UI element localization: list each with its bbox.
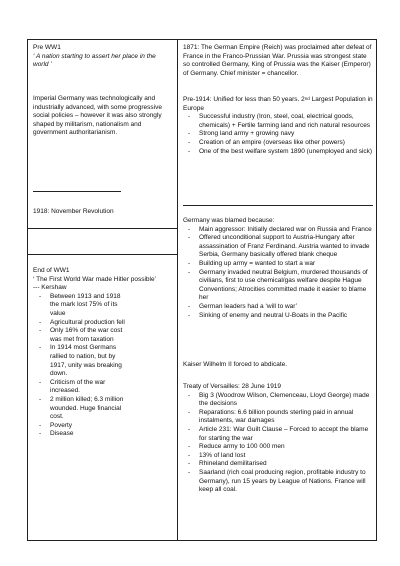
list-item: - Main aggressor: Initially declared war on Russia and France — [183, 226, 373, 235]
notes-table — [27, 39, 377, 541]
column-divider — [177, 40, 178, 540]
pre1914-intro — [183, 96, 373, 113]
revolution-section — [33, 208, 171, 217]
list-item: - Article 231: War Guilt Clause – Forced to accept the blame for starting the war — [183, 426, 373, 443]
end-ww1-heading: End of WW1 — [33, 267, 70, 274]
left-short-rule — [33, 191, 121, 192]
pre-ww1-heading: Pre WW1 — [33, 44, 61, 51]
end-ww1-quote: ‘ The First World War made Hitler possible’ — [33, 275, 157, 283]
empire-section — [183, 44, 373, 78]
pre1914-section — [183, 96, 373, 156]
list-item: - Poverty — [33, 422, 131, 431]
revolution-text: 1918: November Revolution — [33, 208, 114, 215]
right-rule — [183, 205, 373, 206]
list-item: - Between 1913 and 1918 the mark lost 75% of its value — [33, 293, 131, 319]
list-item: - Agricultural production fell — [33, 319, 131, 328]
blame-heading: Germany was blamed because: — [183, 217, 275, 224]
list-item: - Reduce army to 100 000 men — [183, 443, 373, 452]
list-item: - Reparations: 6.6 billion pounds sterling paid in annual instalments, war damages — [183, 409, 373, 426]
pre-ww1-quote: ‘ A nation starting to assert her place in the world ’ — [33, 52, 156, 69]
list-item: - Criticism of the war increased. — [33, 379, 131, 396]
kaiser-text: Kaiser Wilhelm II forced to abdicate. — [183, 361, 288, 368]
left-rule-1 — [28, 228, 177, 229]
pre1914-intro-sup: nd — [304, 96, 310, 101]
list-item: - Saarland (rich coal producing region, profitable industry to Germany), run 15 years by League of Nations. France will keep all coal. — [183, 469, 373, 495]
pre-ww1-section — [33, 44, 171, 70]
versailles-list — [183, 392, 373, 495]
empire-text: 1871: The German Empire (Reich) was proclaimed after defeat of France in the Franco-Prussian War. Prussia was strongest state so controlled Germany, King of Prussia was the Kaiser (Emperor) of Germany. Chief minister = chancellor. — [183, 44, 372, 77]
imperial-germany-summary: Imperial Germany was technologically and industrially advanced, with some progressive social policies – however it was also strongly shaped by militarism, nationalism and government authoritarianism. — [33, 95, 162, 137]
end-ww1-list — [33, 293, 131, 439]
list-item: - Offered unconditional support to Austria-Hungary after assassination of Franz Ferdinand. Austria wanted to invade Serbia, Germany basically offered blank cheque — [183, 234, 373, 260]
versailles-heading: Treaty of Versailles: 28 June 1919 — [183, 383, 282, 390]
blame-section — [183, 217, 373, 320]
end-ww1-attribution: --- Kershaw — [33, 284, 67, 292]
imperial-germany-section — [33, 95, 171, 138]
list-item: - German leaders had a ‘will to war’ — [183, 303, 373, 312]
list-item: - 2 million killed; 6.3 million wounded. Huge financial cost. — [33, 396, 131, 422]
list-item: - In 1914 most Germans rallied to nation, but by 1917, unity was breaking down. — [33, 344, 131, 378]
left-rule-2 — [28, 254, 177, 255]
list-item: - Creation of an empire (overseas like other powers) — [183, 139, 373, 148]
list-item: - Sinking of enemy and neutral U-Boats in the Pacific — [183, 312, 373, 321]
pre1914-intro-b: Largest Population in Europe — [183, 96, 373, 112]
list-item: - Building up army = wanted to start a war — [183, 260, 373, 269]
pre1914-list — [183, 113, 373, 156]
versailles-section — [183, 383, 373, 495]
end-ww1-section — [33, 267, 171, 439]
pre1914-intro-a: Pre-1914: Unified for less than 50 years. 2 — [183, 96, 305, 103]
list-item: - Successful industry (Iron, steel, coal, electrical goods, chemicals) + Fertile farming land and rich natural resources — [183, 113, 373, 130]
list-item: - Germany invaded neutral Belgium, murdered thousands of civilians, first to use chemical/gas welfare despite Hague Conventions; Atrocities committed made it easier to blame her — [183, 269, 373, 303]
blame-list — [183, 226, 373, 321]
list-item: - Disease — [33, 430, 131, 439]
list-item: - Big 3 (Woodrow Wilson, Clemenceau, Lloyd George) made the decisions — [183, 392, 373, 409]
list-item: - Only 16% of the war cost was met from taxation — [33, 327, 131, 344]
kaiser-section — [183, 361, 373, 370]
list-item: - 13% of land lost — [183, 452, 373, 461]
list-item: - Strong land army + growing navy — [183, 130, 373, 139]
list-item: - One of the best welfare system 1890 (unemployed and sick) — [183, 148, 373, 157]
list-item: - Rhineland demilitarised — [183, 460, 373, 469]
